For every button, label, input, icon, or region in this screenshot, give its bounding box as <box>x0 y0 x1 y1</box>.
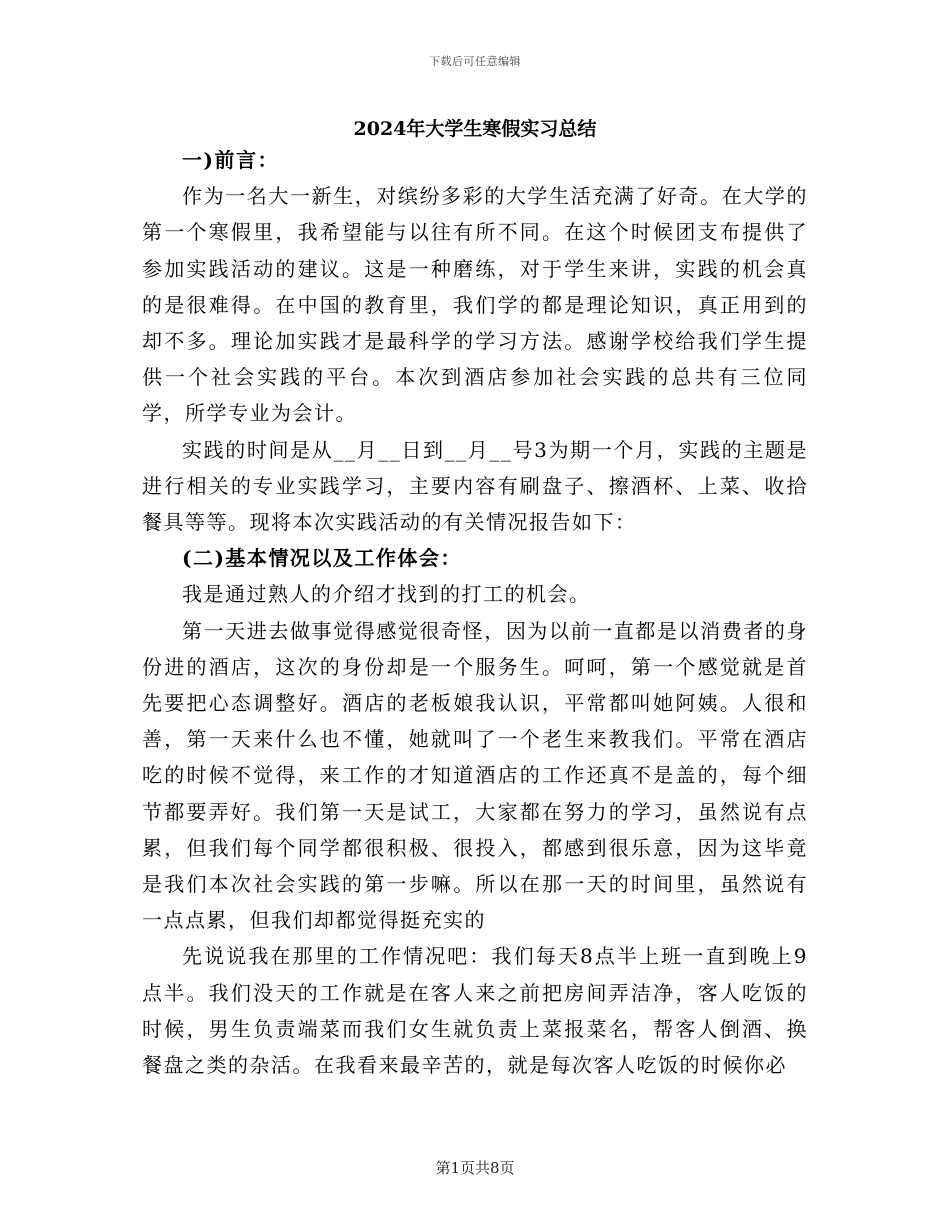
paragraph: 第一天进去做事觉得感觉很奇怪，因为以前一直都是以消费者的身份进的酒店，这次的身份却是一个服务生。呵呵，第一个感觉就是首先要把心态调整好。酒店的老板娘我认识，平常都叫她阿姨。人很和善，第一天来什么也不懂，她就叫了一个老生来教我们。平常在酒店吃的时候不觉得，来工作的才知道酒店的工作还真不是盖的，每个细节都要弄好。我们第一天是试工，大家都在努力的学习，虽然说有点累，但我们每个同学都很积极、很投入，都感到很乐意，因为这毕竟是我们本次社会实践的第一步嘛。所以在那一天的时间里，虽然说有一点点累，但我们却都觉得挺充实的 <box>142 618 808 933</box>
paragraph: 作为一名大一新生，对缤纷多彩的大学生活充满了好奇。在大学的第一个寒假里，我希望能与以往有所不同。在这个时候团支布提供了参加实践活动的建议。这是一种磨练，对于学生来讲，实践的机会真的是很难得。在中国的教育里，我们学的都是理论知识，真正用到的却不多。理论加实践才是最科学的学习方法。感谢学校给我们学生提供一个社会实践的平台。本次到酒店参加社会实践的总共有三位同学，所学专业为会计。 <box>142 184 808 426</box>
paragraph: 我是通过熟人的介绍才找到的打工的机会。 <box>182 582 591 607</box>
document-body <box>142 142 808 1083</box>
section-heading-preface: 一)前言： <box>182 148 279 172</box>
page-number: 第1页共8页 <box>435 1159 515 1177</box>
header-note: 下载后可任意编辑 <box>429 55 521 68</box>
paragraph: 先说说我在那里的工作情况吧：我们每天8点半上班一直到晚上9点半。我们没天的工作就是在客人来之前把房间弄洁净，客人吃饭的时候，男生负责端菜而我们女生就负责上菜报菜名，帮客人倒酒、换餐盘之类的杂活。在我看来最辛苦的，就是每次客人吃饭的时候你必 <box>142 944 808 1078</box>
section-heading-basic-situation: (二)基本情况以及工作体会： <box>182 546 462 571</box>
paragraph: 实践的时间是从__月__日到__月__号3为期一个月，实践的主题是进行相关的专业实践学习，主要内容有刷盘子、擦酒杯、上菜、收拾餐具等等。现将本次实践活动的有关情况报告如下： <box>142 437 808 535</box>
document-title: 2024年大学生寒假实习总结 <box>353 118 597 140</box>
